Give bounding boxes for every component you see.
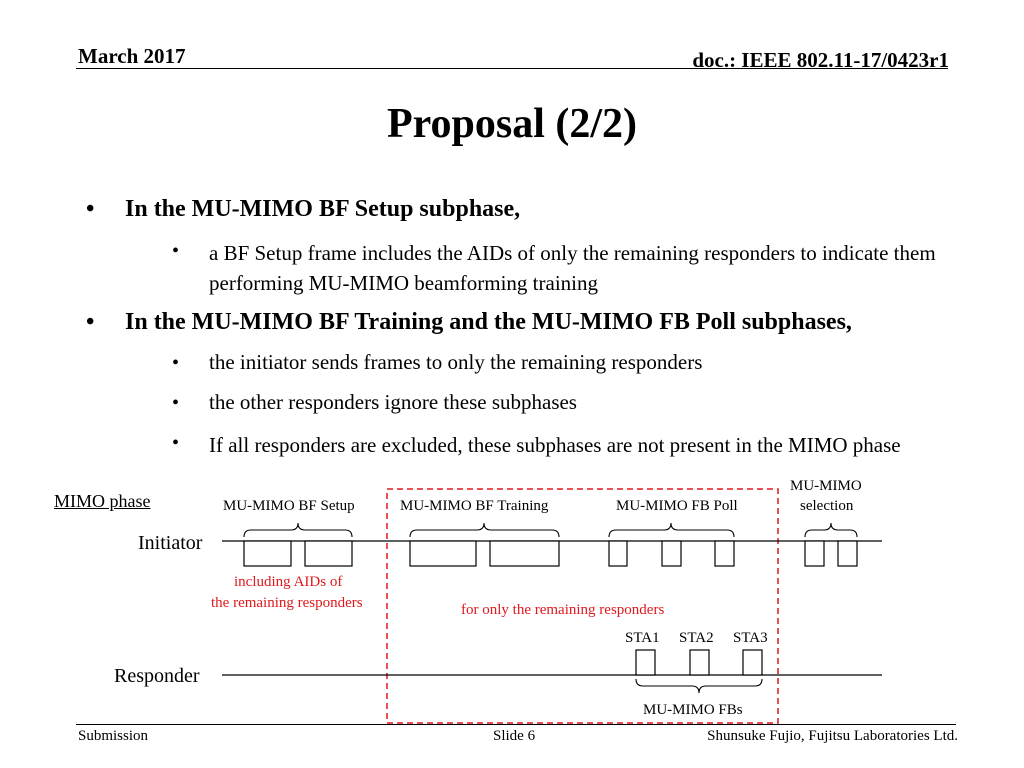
mimo-phase-label: MIMO phase — [54, 491, 151, 511]
selection-frame — [805, 541, 824, 566]
training-subphase-label: MU-MIMO BF Training — [400, 498, 549, 514]
responder-label: Responder — [114, 665, 200, 687]
sub-bullet-initiator: the initiator sends frames to only the remaining responders — [209, 350, 703, 374]
bullet-setup: In the MU-MIMO BF Setup subphase, — [125, 196, 521, 222]
bullet-marker: • — [86, 309, 95, 335]
initiator-label: Initiator — [138, 532, 203, 554]
slide-title: Proposal (2/2) — [386, 101, 638, 147]
footer-slide-number: Slide 6 — [493, 728, 536, 744]
setup-subphase-label: MU-MIMO BF Setup — [223, 498, 355, 514]
fbpoll-subphase-label: MU-MIMO FB Poll — [616, 498, 738, 514]
sta2-label: STA2 — [679, 630, 714, 646]
mu-mimo-fbs-label: MU-MIMO FBs — [643, 702, 743, 718]
fbpoll-frame — [662, 541, 681, 566]
footer-submission: Submission — [78, 728, 149, 744]
selection-frame — [838, 541, 857, 566]
training-brace — [410, 523, 559, 537]
selection-brace — [805, 523, 857, 537]
training-frame — [410, 541, 476, 566]
aid-note-line2: the remaining responders — [211, 595, 363, 611]
remaining-note: for only the remaining responders — [461, 602, 665, 618]
header-date: March 2017 — [78, 44, 186, 68]
selection-label-line2: selection — [800, 498, 854, 514]
fbs-brace — [636, 679, 762, 693]
aid-note-line1: including AIDs of — [234, 574, 343, 590]
sta1-fb-frame — [636, 650, 655, 675]
selection-label-line1: MU-MIMO — [790, 478, 862, 494]
setup-brace — [244, 523, 352, 537]
sta3-fb-frame — [743, 650, 762, 675]
sub-bullet-ignore: the other responders ignore these subphases — [209, 390, 577, 414]
setup-frame — [305, 541, 352, 566]
sub-bullet-marker: • — [172, 392, 180, 414]
sta2-fb-frame — [690, 650, 709, 675]
sta1-label: STA1 — [625, 630, 660, 646]
fbpoll-frame — [715, 541, 734, 566]
sub-bullet-marker: • — [172, 240, 180, 262]
bullet-training: In the MU-MIMO BF Training and the MU-MIMO FB Poll subphases, — [125, 309, 852, 335]
sub-bullet-marker: • — [172, 432, 180, 454]
sub-bullet-aid: a BF Setup frame includes the AIDs of only the remaining responders to indicate them performing MU-MIMO beamforming training — [209, 241, 936, 295]
sub-bullet-marker: • — [172, 352, 180, 374]
sta3-label: STA3 — [733, 630, 768, 646]
bullet-marker: • — [86, 196, 95, 222]
footer-author: Shunsuke Fujio, Fujitsu Laboratories Ltd. — [707, 728, 958, 744]
footer-rule — [76, 724, 956, 725]
setup-frame — [244, 541, 291, 566]
header-doc-id: doc.: IEEE 802.11-17/0423r1 — [692, 48, 949, 72]
sub-bullet-excluded: If all responders are excluded, these subphases are not present in the MIMO phase — [209, 433, 901, 457]
training-frame — [490, 541, 559, 566]
fbpoll-frame — [609, 541, 627, 566]
fbpoll-brace — [609, 523, 734, 537]
